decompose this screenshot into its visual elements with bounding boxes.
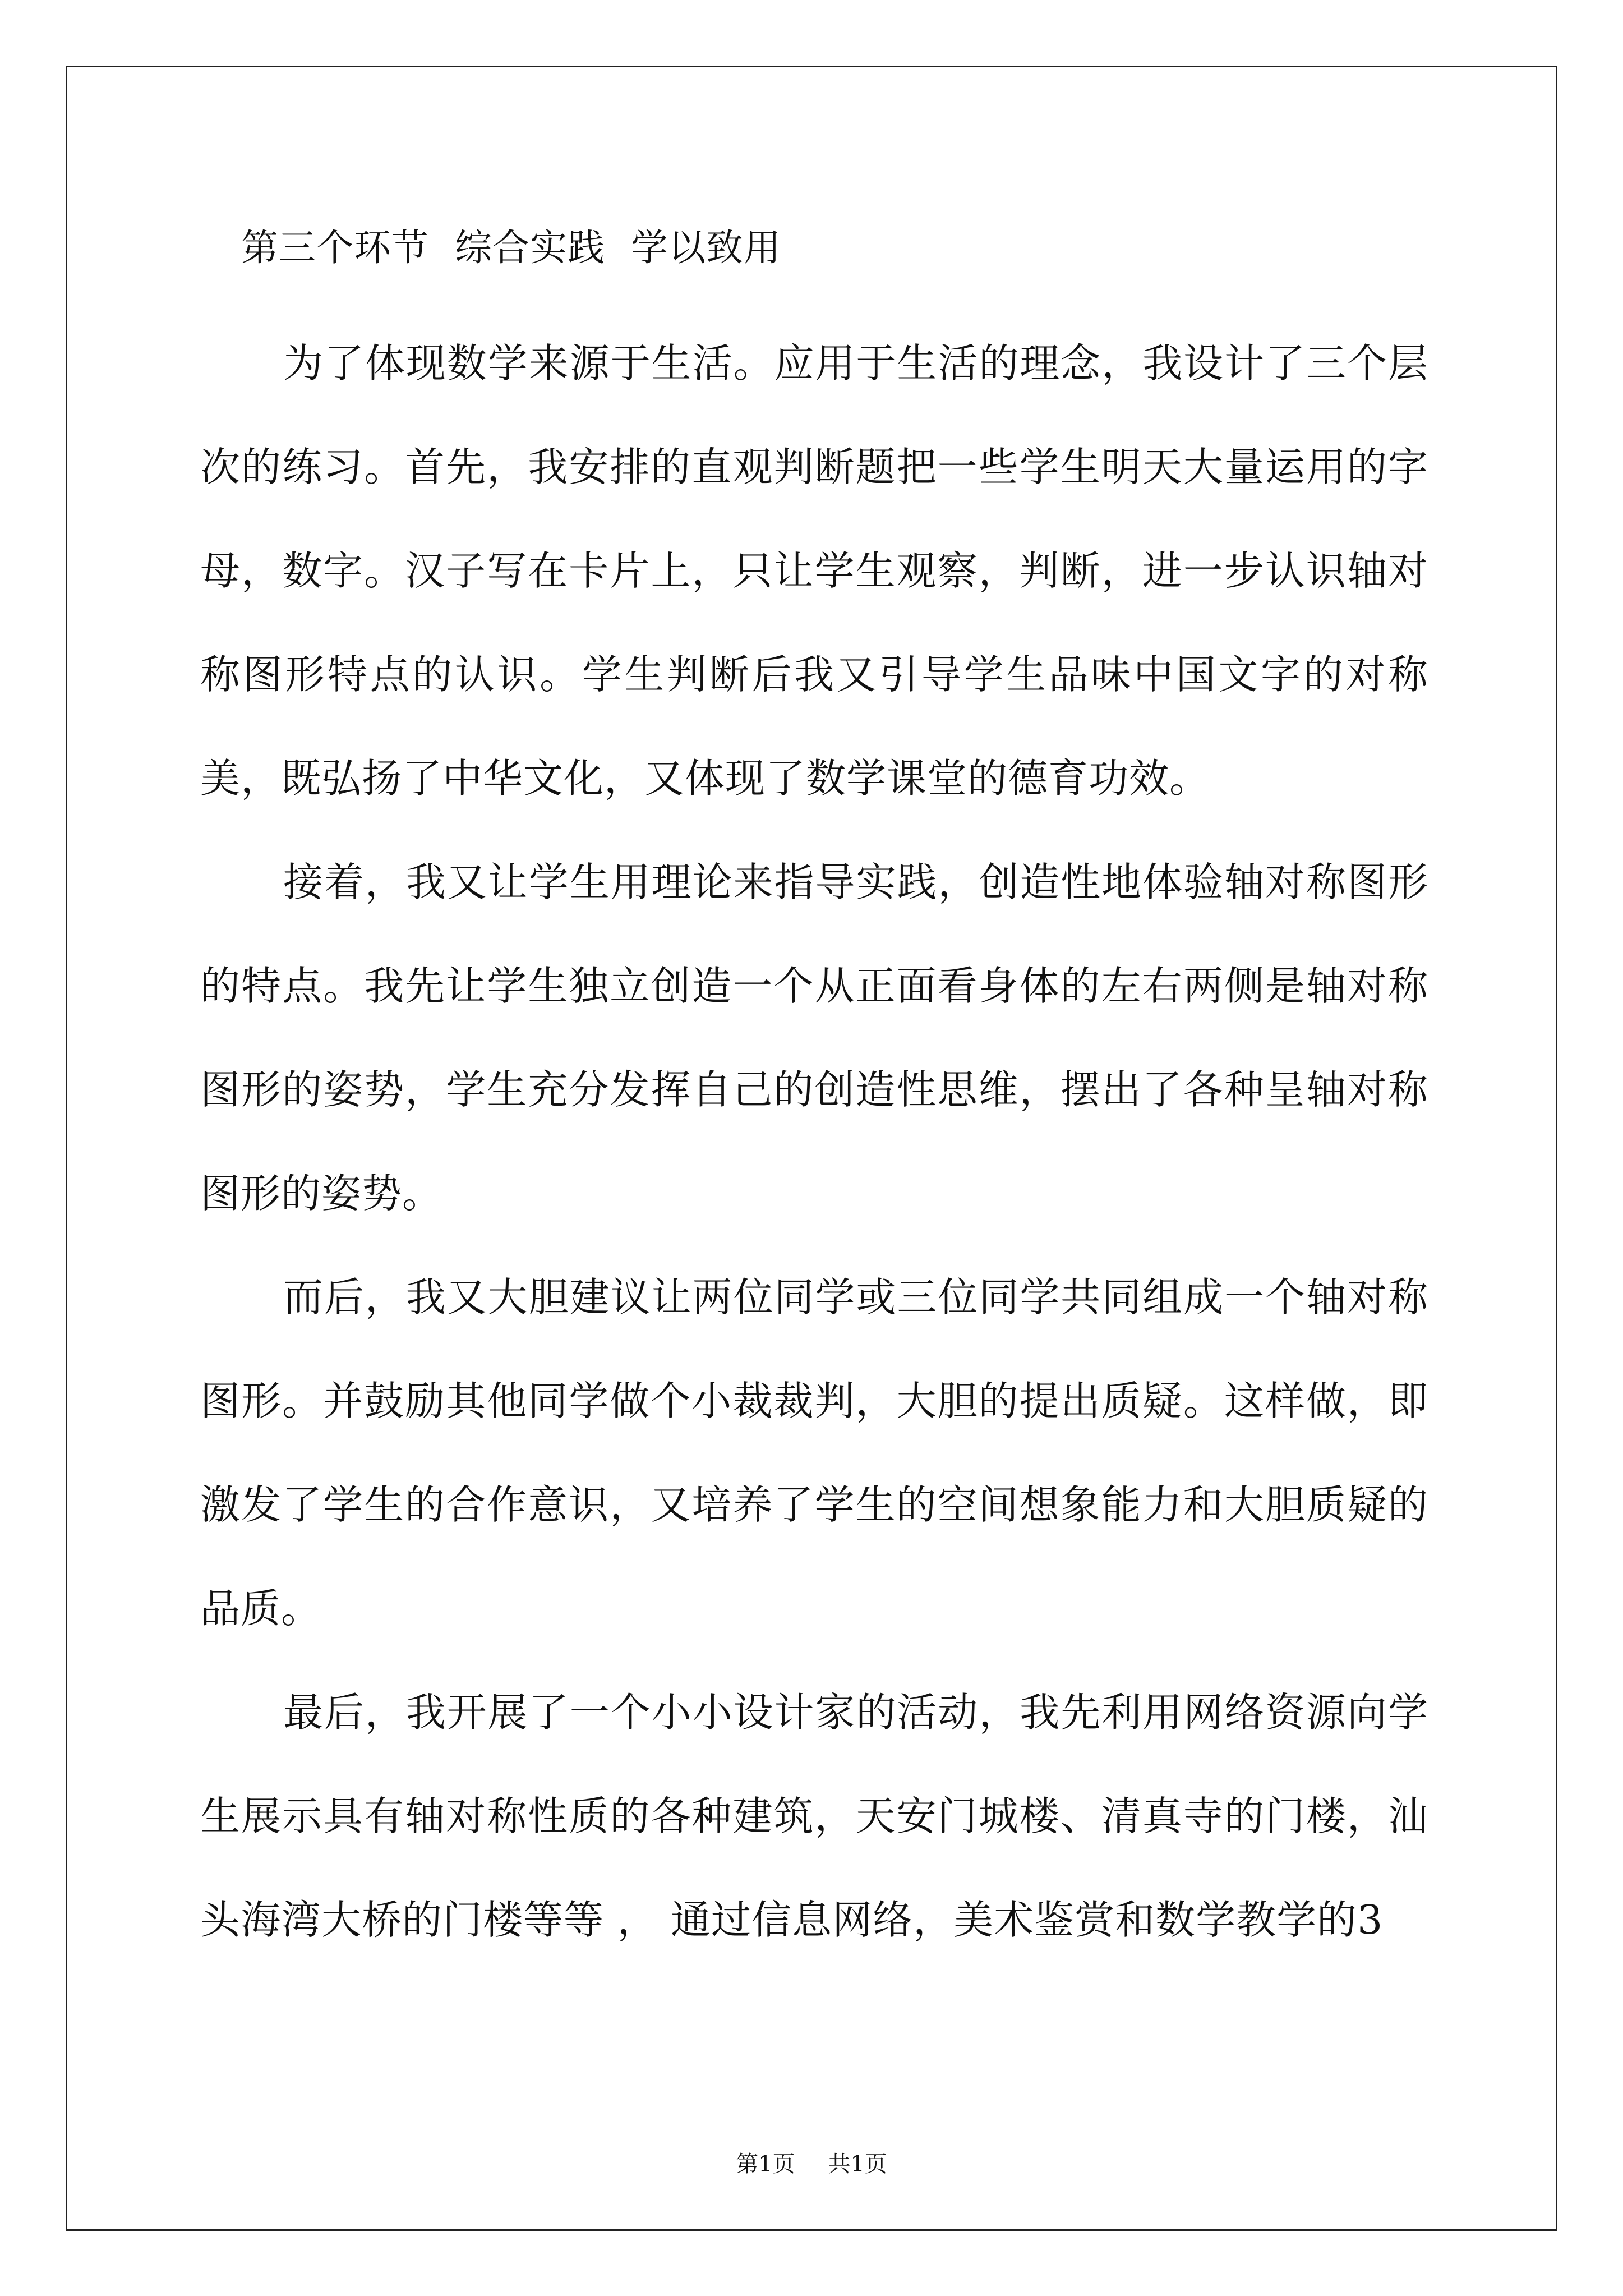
heading-part-section: 第三个环节 xyxy=(241,226,429,269)
section-heading xyxy=(241,224,781,272)
heading-part-goal: 学以致用 xyxy=(630,226,781,269)
page-number: 第1页 xyxy=(736,2151,795,2177)
page-footer xyxy=(0,2148,1623,2180)
heading-part-topic: 综合实践 xyxy=(454,226,605,269)
paragraph-practice-levels: 为了体现数学来源于生活。应用于生活的理念，我设计了三个层次的练习。首先，我安排的直观判断题把一些学生明天大量运用的字母，数字。汉子写在卡片上，只让学生观察，判断，进一步认识轴对称图形特点的认识。学生判断后我又引导学生品味中国文字的对称美，既弘扬了中华文化，又体现了数学课堂的德育功效。 xyxy=(200,340,1428,802)
paragraph-group-figure: 而后，我又大胆建议让两位同学或三位同学共同组成一个轴对称图形。并鼓励其他同学做个小裁裁判，大胆的提出质疑。这样做，即激发了学生的合作意识，又培养了学生的空间想象能力和大胆质疑的品质。 xyxy=(200,1274,1428,1632)
page-total: 共1页 xyxy=(828,2151,887,2177)
paragraph-body-posture: 接着，我又让学生用理论来指导实践，创造性地体验轴对称图形的特点。我先让学生独立创造一个从正面看身体的左右两侧是轴对称图形的姿势，学生充分发挥自己的创造性思维，摆出了各种呈轴对称图形的姿势。 xyxy=(200,859,1428,1217)
paragraph-designer-activity: 最后，我开展了一个小小设计家的活动，我先利用网络资源向学生展示具有轴对称性质的各种建筑，天安门城楼、清真寺的门楼，汕头海湾大桥的门楼等等 ， 通过信息网络，美术鉴赏和数学教学的3 xyxy=(200,1689,1428,1943)
